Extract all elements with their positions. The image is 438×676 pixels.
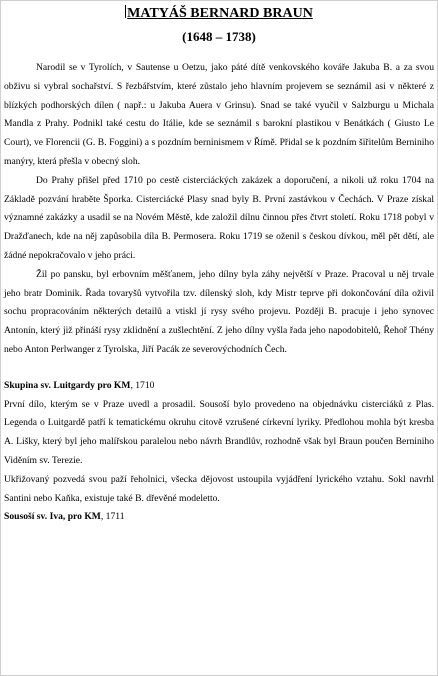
- section-gap: [4, 360, 434, 377]
- section-heading: Sousoší sv. Iva, pro KM: [4, 511, 101, 523]
- lifespan-dates: (1648 – 1738): [182, 29, 256, 44]
- paragraph-workshop: Žil po pansku, byl erbovním měšťanem, jeho dílny byla záhy největší v Praze. Pracoval u něj trvale jeho bratr Dominik. Řada tovaryšů vytvořila tzv. dílenský sloh, kdy Mistr teprve při dokončování díla oživil sochu propracováním některých detailů a vtiskl jí rysy svého projevu. Později B. pracuje i jeho synovec Antonín, který již přináší rysy zklidnění a zušlechtění. Z jeho dílny vyšla řada jeho napodobitelů, Řehoř Thény nebo Anton Perlwanger z Tyrolska, Jiří Pacák ze severovýchodních Čech.: [4, 268, 434, 355]
- section-luitgarda-heading: [4, 377, 434, 396]
- paragraph-origin: Narodil se v Tyrolích, v Sautense u Oetzu, jako páté dítě venkovského kováře Jakuba B. a za svou obživu si vybral sochařství. S řezbářstvím, které zůstalo jeho hlavním projevem se seznámil asi v některé z blízkých podhorských dílen ( např.: u Jakuba Auera v Grinsu). Snad se také vyučil v Salzburgu u Michala Mandla z Prahy. Podnikl také cestu do Itálie, kde se seznámil s barokní plastikou v Benátkách ( Giusto Le Court), ve Florencii (G. B. Foggini) a s pozdním berninismem v Římě. Přidal se k pozdním šiřitelům Berniniho manýry, která přešla v obecný sloh.: [4, 62, 434, 167]
- section-year: , 1710: [130, 379, 155, 391]
- section-luitgarda-paragraph: Ukřižovaný pozvedá svou paží řeholnici, všecka dějovost ustoupila vyjádření lyrického vztahu. Sokl navrhl Santini nebo Kaňka, existuje také B. dřevěné modeletto.: [4, 473, 434, 504]
- document-title: [4, 5, 434, 22]
- section-heading: Skupina sv. Luitgardy pro KM: [4, 379, 131, 391]
- section-luitgarda-paragraph: První dílo, kterým se v Praze uvedl a prosadil. Sousoší bylo provedeno na objednávku cisterciáků z Plas. Legenda o Luitgardě patří k tematickému okruhu citově vzrušené církevní lyriky. Předlohou mohla být kresba A. Lišky, který byl jeho malířskou paralelou nebo návrh Brandlův, rozhodně však byl Braun poučen Berniniho Viděním sv. Terezie.: [4, 398, 434, 466]
- document-title-text: MATYÁŠ BERNARD BRAUN: [127, 6, 313, 21]
- section-iva-heading: [4, 508, 434, 527]
- section-year: , 1711: [100, 511, 125, 523]
- paragraph-prague: Do Prahy přišel před 1710 po cestě cisterciáckých zakázek a doporučení, a nikoli už roku 1704 na Základě pozvání hraběte Šporka. Cisterciácké Plasy snad byly B. První zastávkou v Čechách. V Praze získal významné zakázky a usadil se na Novém Městě, kde založil dílnu činnou přes čtvrt století. Roku 1718 pobyl v Dražďanech, kde na něj zapůsobila díla B. Permosera. Roku 1719 se oženil s českou dívkou, měl pět dětí, ale žádné nepokračovalo v jeho práci.: [4, 174, 434, 261]
